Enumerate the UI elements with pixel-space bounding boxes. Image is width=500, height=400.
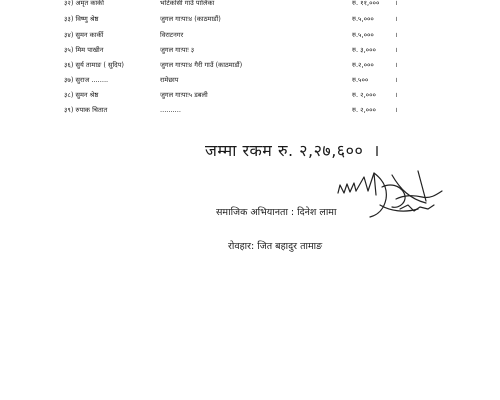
- list-item: [0, 0, 500, 10]
- donation-amount: रु. २,०००: [352, 91, 376, 99]
- list-item: [0, 89, 500, 102]
- donor-name: ३३) विष्णु श्रेष्ठ: [64, 15, 99, 23]
- donor-name: ३२) अमृत कार्की: [64, 0, 104, 7]
- donor-name: ३८) सुमन श्रेष्ठ: [64, 91, 99, 99]
- donor-name: ३७) सुराज ........: [64, 76, 109, 84]
- donation-amount: रु. ३,०००: [352, 46, 376, 54]
- donor-name: ३५) मिम पाखीन: [64, 46, 104, 54]
- donation-amount: रु. ११,०००: [352, 0, 380, 7]
- donor-name: ३९) रुपाक चितात: [64, 106, 108, 114]
- donor-address: जुगल गाःपाः ३: [160, 46, 195, 54]
- handwritten-signature: [330, 165, 450, 225]
- grand-total: [205, 139, 380, 161]
- donor-name: ३४) सुमन कार्की: [64, 31, 104, 39]
- row-end-mark: ।: [395, 61, 398, 69]
- grand-total-end-mark: ।: [373, 141, 380, 160]
- donor-address: ..........: [160, 106, 181, 114]
- list-item: [0, 74, 500, 87]
- list-item: [0, 44, 500, 57]
- row-end-mark: ।: [395, 15, 398, 23]
- list-item: [0, 59, 500, 72]
- donation-amount: रु. २,०००: [352, 106, 376, 114]
- row-end-mark: ।: [395, 31, 398, 39]
- grand-total-text: जम्मा रकम रु. २,२७,६००: [205, 141, 364, 160]
- row-end-mark: ।: [395, 0, 398, 7]
- row-end-mark: ।: [395, 91, 398, 99]
- donor-address: जुगल गाःपाः४ गैरी गाउँ (काठमाडौं): [160, 61, 243, 69]
- donor-address: भोटेकोसी गाउँ पालिका: [160, 0, 215, 7]
- ward-representative-line: रोवहार: जित बहादुर तामाङ: [228, 241, 323, 252]
- donor-address: जुगल गाःपाः४ (काठमाडौं): [160, 15, 221, 23]
- donor-address: विराटनगर: [160, 31, 184, 39]
- list-item: [0, 104, 500, 117]
- donor-address: रामेछाप: [160, 76, 179, 84]
- donation-amount: रु.२,०००: [352, 61, 374, 69]
- donor-name: ३६) सुर्य तामाङ ( सुदिप): [64, 61, 124, 69]
- donor-address: जुगल गाःपाः५ डबली: [160, 91, 208, 99]
- donation-amount: रु.५,०००: [352, 31, 374, 39]
- donation-amount: रु.५,०००: [352, 15, 374, 23]
- donation-amount: रु.५००: [352, 76, 369, 84]
- row-end-mark: ।: [395, 46, 398, 54]
- row-end-mark: ।: [395, 106, 398, 114]
- list-item: [0, 29, 500, 42]
- list-item: [0, 13, 500, 26]
- row-end-mark: ।: [395, 76, 398, 84]
- social-mobilizer-line: समाजिक अभियानता : दिनेश लामा: [216, 207, 337, 218]
